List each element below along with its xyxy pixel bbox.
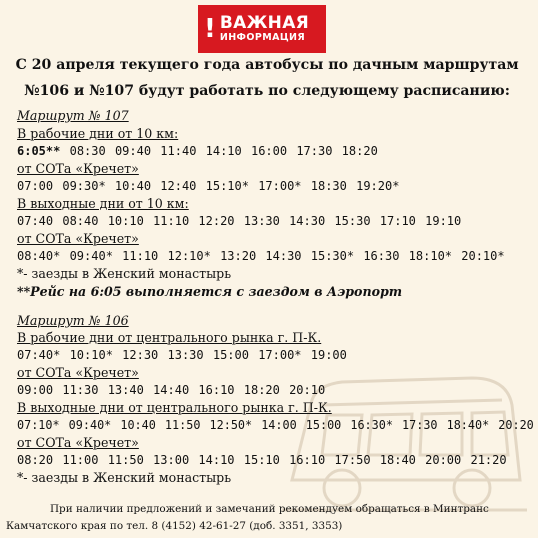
route-107-weekday-from-label: от СОТа «Кречет» [17,161,139,176]
route-106-weekend-times: 07:10* 09:40* 10:40 11:50 12:50* 14:00 15:00 16:30* 17:30 18:40* 20:20 [17,418,534,432]
route-106-weekend-from-label: от СОТа «Кречет» [17,435,139,450]
route-106-weekend-from-times: 08:20 11:00 11:50 13:00 14:10 15:10 16:10 17:50 18:40 20:00 21:20 [17,453,507,467]
route-107-weekend-label: В выходные дни от 10 км: [17,196,189,211]
route-106-weekday-label: В рабочие дни от центрального рынка г. П-К. [17,330,322,345]
route-107-weekday-label: В рабочие дни от 10 км: [17,126,179,141]
route-107-weekend-from-times: 08:40* 09:40* 11:10 12:10* 13:20 14:30 15:30* 16:30 18:10* 20:10* [17,249,505,263]
route-106-note-star: *- заезды в Женский монастырь [17,470,232,485]
route-107-weekday-times: 6:05** 08:30 09:40 11:40 14:10 16:00 17:30 18:20 [17,144,378,158]
route-107-title: Маршрут № 107 [17,108,129,123]
badge-title: ВАЖНАЯ [219,13,310,34]
route-107-weekend-from-label: от СОТа «Кречет» [17,231,139,246]
badge-subtitle: ИНФОРМАЦИЯ [219,31,306,43]
headline-line-1: С 20 апреля текущего года автобусы по дачным маршрутам [15,57,519,73]
route-106-weekday-from-label: от СОТа «Кречет» [17,365,139,380]
route-107-note-star: *- заезды в Женский монастырь [17,266,232,281]
route-107-weekend-times: 07:40 08:40 10:10 11:10 12:20 13:30 14:30 15:30 17:10 19:10 [17,214,462,228]
route-107-weekday-from-times: 07:00 09:30* 10:40 12:40 15:10* 17:00* 18:30 19:20* [17,179,400,193]
important-info-badge [198,5,326,53]
footer-line-1: При наличии предложений и замечаний рекомендуем обращаться в Минтранс [50,503,489,515]
first-trip-time: 6:05** [17,144,61,158]
route-106-weekday-from-times: 09:00 11:30 13:40 14:40 16:10 18:20 20:10 [17,383,326,397]
route-107-note-airport: **Рейс на 6:05 выполняется с заездом в Аэропорт [17,284,403,299]
route-106-title: Маршрут № 106 [17,313,129,328]
footer-line-2: Камчатского края по тел. 8 (4152) 42-61-27 (доб. 3351, 3353) [6,520,343,532]
headline-line-2: №106 и №107 будут работать по следующему расписанию: [24,83,510,99]
route-106-weekend-label: В выходные дни от центрального рынка г. П-К. [17,400,332,415]
exclamation-icon: ! [204,14,216,44]
route-106-weekday-times: 07:40* 10:10* 12:30 13:30 15:00 17:00* 19:00 [17,348,347,362]
